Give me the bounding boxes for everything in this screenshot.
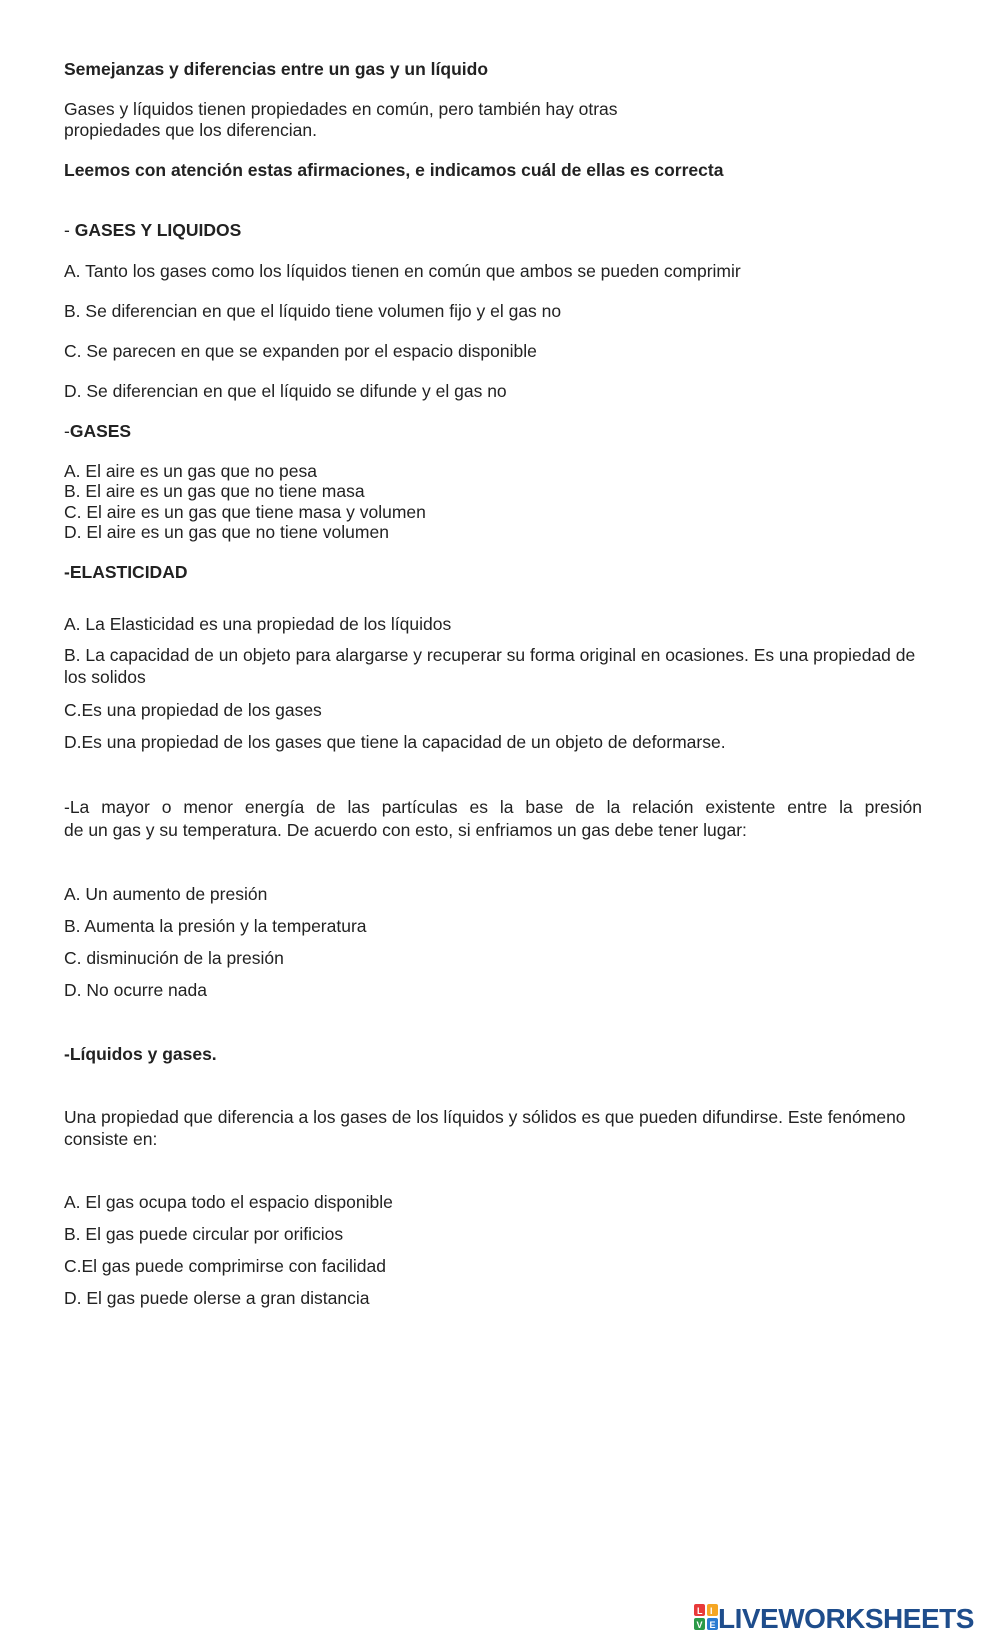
- q4-prompt-line-1: -La mayor o menor energía de las partículas es la base de la relación existente entre la presión: [64, 797, 922, 817]
- q5-option-d: D. El gas puede olerse a gran distancia: [64, 1288, 370, 1308]
- q5-option-b: B. El gas puede circular por orificios: [64, 1224, 344, 1244]
- q5-prompt: Una propiedad que diferencia a los gases de los líquidos y sólidos es que pueden difundirse. Este fenómeno consiste en:: [64, 1107, 906, 1149]
- q4-prompt-line-2: de un gas y su temperatura. De acuerdo con esto, si enfriamos un gas debe tener lugar:: [64, 820, 747, 840]
- q5-heading: -Líquidos y gases.: [64, 1044, 217, 1064]
- q3-heading: -ELASTICIDAD: [64, 562, 188, 582]
- q2-option-d: D. El aire es un gas que no tiene volumen: [64, 522, 389, 542]
- intro-line-2: propiedades que los diferencian.: [64, 120, 317, 140]
- q4-option-d: D. No ocurre nada: [64, 980, 207, 1000]
- q5-option-c: C.El gas puede comprimirse con facilidad: [64, 1256, 386, 1276]
- q3-option-c: C.Es una propiedad de los gases: [64, 700, 322, 720]
- page-title: Semejanzas y diferencias entre un gas y un líquido: [64, 59, 489, 79]
- logo-mark-icon: [694, 1604, 718, 1635]
- q4-option-b: B. Aumenta la presión y la temperatura: [64, 916, 367, 936]
- q1-heading: [64, 220, 241, 240]
- instruction: Leemos con atención estas afirmaciones, e indicamos cuál de ellas es correcta: [64, 160, 724, 180]
- q4-option-a: A. Un aumento de presión: [64, 884, 268, 904]
- q1-option-b: B. Se diferencian en que el líquido tiene volumen fijo y el gas no: [64, 301, 562, 321]
- q3-option-d: D.Es una propiedad de los gases que tiene la capacidad de un objeto de deformarse.: [64, 732, 726, 752]
- q3-option-a: A. La Elasticidad es una propiedad de los líquidos: [64, 614, 452, 634]
- q2-heading-prefix: -: [64, 421, 70, 441]
- q2-option-c: C. El aire es un gas que tiene masa y volumen: [64, 502, 426, 522]
- q2-heading-text: GASES: [69, 421, 132, 441]
- q1-heading-text: GASES Y LIQUIDOS: [74, 220, 242, 240]
- q2-option-a: A. El aire es un gas que no pesa: [64, 461, 317, 481]
- liveworksheets-logo[interactable]: [694, 1604, 974, 1634]
- q5-option-a: A. El gas ocupa todo el espacio disponible: [64, 1192, 393, 1212]
- svg-text:I: I: [710, 1605, 713, 1616]
- svg-text:L: L: [697, 1605, 703, 1616]
- logo-wordmark: LIVEWORKSHEETS: [718, 1603, 974, 1634]
- q3-option-b: B. La capacidad de un objeto para alargarse y recuperar su forma original en ocasiones. Es una propiedad de los solidos: [64, 645, 916, 687]
- q1-option-a: A. Tanto los gases como los líquidos tienen en común que ambos se pueden comprimir: [64, 261, 741, 281]
- q4-option-c: C. disminución de la presión: [64, 948, 284, 968]
- q1-heading-prefix: -: [64, 220, 75, 240]
- q1-option-d: D. Se diferencian en que el líquido se difunde y el gas no: [64, 381, 507, 401]
- q2-option-b: B. El aire es un gas que no tiene masa: [64, 481, 365, 501]
- q1-option-c: C. Se parecen en que se expanden por el espacio disponible: [64, 341, 537, 361]
- intro-line-1: Gases y líquidos tienen propiedades en común, pero también hay otras: [64, 99, 618, 119]
- svg-text:V: V: [696, 1619, 703, 1630]
- q2-heading: [64, 421, 131, 441]
- svg-text:E: E: [709, 1619, 716, 1630]
